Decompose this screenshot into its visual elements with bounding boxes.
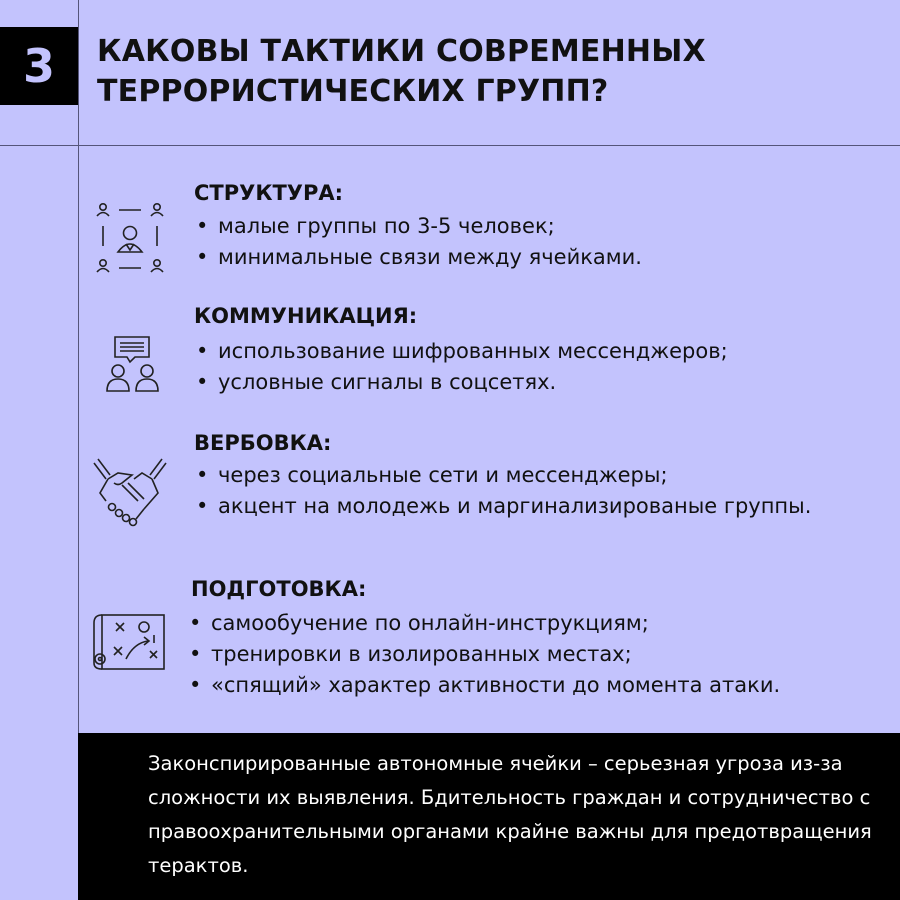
handshake-icon bbox=[92, 455, 168, 531]
page-title bbox=[97, 32, 877, 112]
title-line-2: ТЕРРОРИСТИЧЕСКИХ ГРУПП? bbox=[97, 74, 609, 109]
conclusion-text: Законспирированные автономные ячейки – серьезная угроза из-за сложности их выявления. Бдительность граждан и сотрудничество с правоохранительными органами крайне важны для предотвращения терактов. bbox=[148, 752, 872, 877]
section-list bbox=[187, 608, 887, 701]
chat-people-icon bbox=[103, 335, 163, 395]
list-item: • самообучение по онлайн-инструкциям; bbox=[187, 608, 887, 639]
section-heading: ВЕРБОВКА: bbox=[194, 431, 332, 455]
list-item: • акцент на молодежь и маргинализированые группы. bbox=[194, 491, 814, 522]
section-list bbox=[194, 336, 728, 398]
list-item: • использование шифрованных мессенджеров; bbox=[194, 336, 728, 367]
section-heading: КОММУНИКАЦИЯ: bbox=[194, 304, 418, 328]
list-item: • «спящий» характер активности до момента атаки. bbox=[187, 670, 887, 701]
conclusion-box bbox=[78, 733, 900, 900]
title-line-1: КАКОВЫ ТАКТИКИ СОВРЕМЕННЫХ bbox=[97, 34, 706, 69]
list-item: • минимальные связи между ячейками. bbox=[194, 242, 642, 273]
tactics-plan-icon bbox=[92, 613, 166, 671]
section-number: 3 bbox=[22, 39, 55, 93]
network-people-icon bbox=[95, 200, 167, 276]
section-list bbox=[194, 211, 642, 273]
section-list bbox=[194, 460, 814, 522]
section-heading: СТРУКТУРА: bbox=[194, 181, 344, 205]
list-item: • через социальные сети и мессенджеры; bbox=[194, 460, 814, 491]
section-number-badge bbox=[0, 27, 78, 105]
list-item: • условные сигналы в соцсетях. bbox=[194, 367, 728, 398]
list-item: • малые группы по 3-5 человек; bbox=[194, 211, 642, 242]
section-heading: ПОДГОТОВКА: bbox=[191, 577, 367, 601]
horizontal-divider bbox=[0, 145, 900, 146]
list-item: • тренировки в изолированных местах; bbox=[187, 639, 887, 670]
